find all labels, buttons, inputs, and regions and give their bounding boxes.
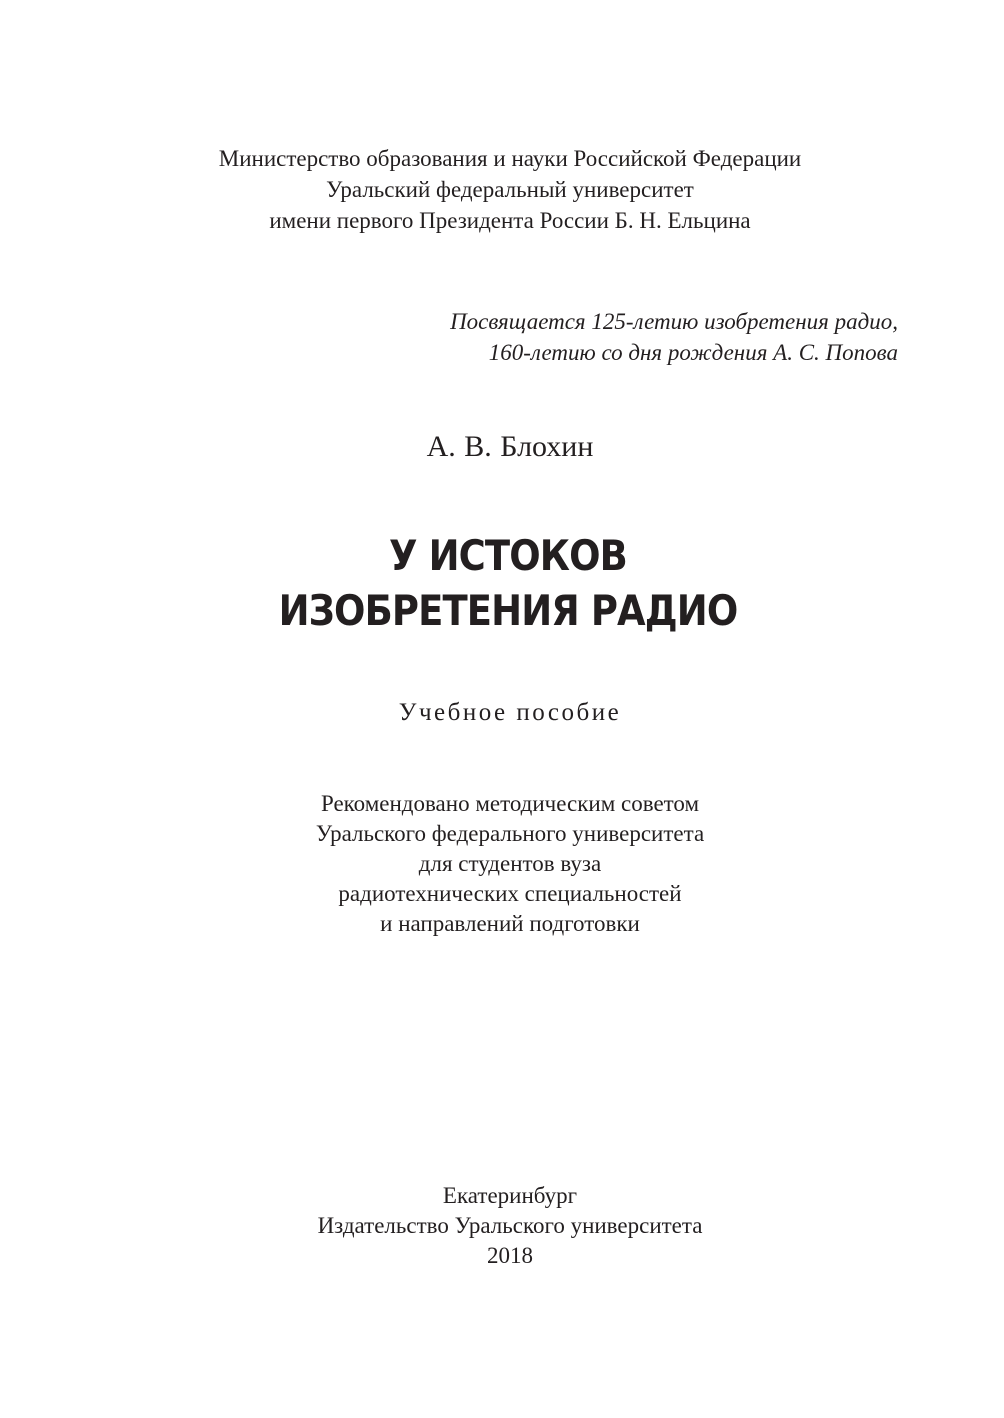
book-title-line-2: ИЗОБРЕТЕНИЯ РАДИО <box>278 586 738 635</box>
author-name: А. В. Блохин <box>426 430 594 463</box>
publisher-header <box>8 143 1004 236</box>
university-name: Уральский федеральный университет <box>326 177 694 202</box>
imprint-year: 2018 <box>487 1243 533 1268</box>
book-title <box>66 528 950 638</box>
ministry-name: Министерство образования и науки Российской Федерации <box>218 146 802 171</box>
imprint <box>8 1181 1004 1271</box>
recommendation-line-5: и направлений подготовки <box>380 911 640 936</box>
book-title-line-1: У ИСТОКОВ <box>389 531 627 580</box>
imprint-publisher: Издательство Уральского университета <box>317 1213 703 1238</box>
imprint-city: Екатеринбург <box>442 1183 578 1208</box>
dedication <box>0 306 898 368</box>
recommendation-line-4: радиотехнических специальностей <box>338 881 682 906</box>
recommendation-line-1: Рекомендовано методическим советом <box>320 791 700 816</box>
dedication-line-1: Посвящается 125-летию изобретения радио, <box>450 309 898 334</box>
university-honorific: имени первого Президента России Б. Н. Ельцина <box>269 208 751 233</box>
dedication-line-2: 160-летию со дня рождения А. С. Попова <box>488 340 898 365</box>
recommendation-line-3: для студентов вуза <box>418 851 602 876</box>
recommendation-note <box>8 789 1004 939</box>
document-type: Учебное пособие <box>398 699 622 726</box>
recommendation-line-2: Уральского федерального университета <box>315 821 705 846</box>
